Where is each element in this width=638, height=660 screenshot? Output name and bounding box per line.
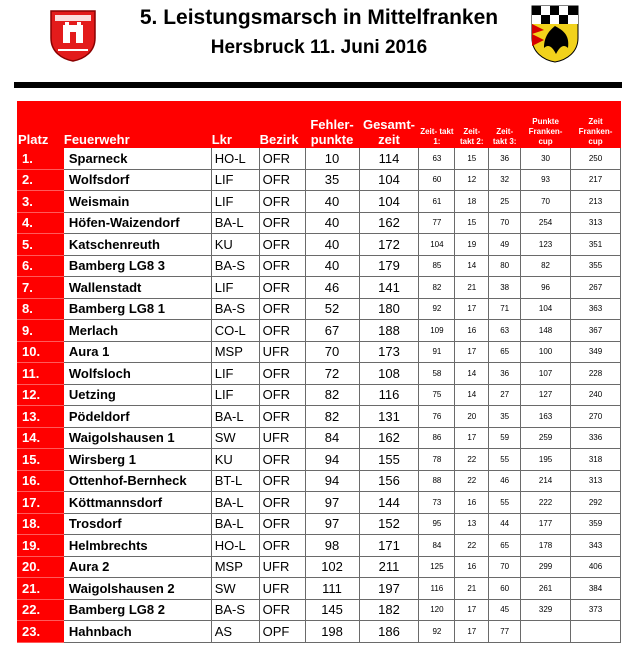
- table-row: [18, 578, 621, 600]
- zeittakt-1-cell: 104: [419, 234, 455, 256]
- header-feuerwehr: Feuerwehr: [63, 102, 211, 148]
- fehlerpunkte-cell: 52: [305, 298, 359, 320]
- feuerwehr-cell: Wirsberg 1: [63, 449, 211, 471]
- gesamtzeit-cell: 114: [359, 148, 419, 170]
- platz-cell: 20.: [18, 556, 64, 578]
- feuerwehr-cell: Wolfsloch: [63, 363, 211, 385]
- zeittakt-3-cell: 80: [489, 255, 521, 277]
- zeittakt-1-cell: 120: [419, 599, 455, 621]
- feuerwehr-cell: Pödeldorf: [63, 406, 211, 428]
- zeittakt-1-cell: 76: [419, 406, 455, 428]
- mittelfranken-coat-of-arms-icon: [530, 4, 580, 64]
- feuerwehr-cell: Sparneck: [63, 148, 211, 170]
- zeittakt-2-cell: 22: [455, 449, 489, 471]
- punkte-frankencup-cell: 123: [521, 234, 571, 256]
- lkr-cell: BA-L: [211, 513, 259, 535]
- fehlerpunkte-cell: 97: [305, 513, 359, 535]
- fehlerpunkte-cell: 40: [305, 234, 359, 256]
- zeittakt-3-cell: 55: [489, 449, 521, 471]
- fehlerpunkte-cell: 145: [305, 599, 359, 621]
- feuerwehr-cell: Uetzing: [63, 384, 211, 406]
- feuerwehr-cell: Waigolshausen 1: [63, 427, 211, 449]
- bezirk-cell: OFR: [259, 191, 305, 213]
- zeit-frankencup-cell: 349: [571, 341, 621, 363]
- lkr-cell: LIF: [211, 277, 259, 299]
- fehlerpunkte-cell: 72: [305, 363, 359, 385]
- bezirk-cell: OFR: [259, 255, 305, 277]
- bezirk-cell: UFR: [259, 427, 305, 449]
- zeit-frankencup-cell: 228: [571, 363, 621, 385]
- fehlerpunkte-cell: 82: [305, 384, 359, 406]
- platz-cell: 8.: [18, 298, 64, 320]
- gesamtzeit-cell: 162: [359, 427, 419, 449]
- bezirk-cell: OFR: [259, 513, 305, 535]
- platz-cell: 6.: [18, 255, 64, 277]
- table-row: [18, 191, 621, 213]
- zeit-frankencup-cell: 373: [571, 599, 621, 621]
- platz-cell: 18.: [18, 513, 64, 535]
- lkr-cell: BA-S: [211, 255, 259, 277]
- zeit-frankencup-cell: 313: [571, 470, 621, 492]
- table-row: [18, 212, 621, 234]
- zeit-frankencup-cell: 343: [571, 535, 621, 557]
- punkte-frankencup-cell: 70: [521, 191, 571, 213]
- zeittakt-3-cell: 38: [489, 277, 521, 299]
- header-zeittakt-3: Zeit- takt 3:: [489, 102, 521, 148]
- zeittakt-2-cell: 17: [455, 298, 489, 320]
- punkte-frankencup-cell: 127: [521, 384, 571, 406]
- bezirk-cell: UFR: [259, 556, 305, 578]
- table-row: [18, 255, 621, 277]
- platz-cell: 17.: [18, 492, 64, 514]
- header-zeittakt-1: Zeit- takt 1:: [419, 102, 455, 148]
- gesamtzeit-cell: 156: [359, 470, 419, 492]
- zeittakt-2-cell: 22: [455, 470, 489, 492]
- table-row: [18, 298, 621, 320]
- zeittakt-3-cell: 70: [489, 556, 521, 578]
- fehlerpunkte-cell: 98: [305, 535, 359, 557]
- bezirk-cell: OFR: [259, 169, 305, 191]
- platz-cell: 16.: [18, 470, 64, 492]
- zeittakt-1-cell: 77: [419, 212, 455, 234]
- zeittakt-3-cell: 44: [489, 513, 521, 535]
- page-title: 5. Leistungsmarsch in Mittelfranken: [139, 6, 499, 29]
- fehlerpunkte-cell: 40: [305, 255, 359, 277]
- lkr-cell: LIF: [211, 169, 259, 191]
- platz-cell: 4.: [18, 212, 64, 234]
- zeittakt-3-cell: 27: [489, 384, 521, 406]
- zeittakt-3-cell: 77: [489, 621, 521, 643]
- fehlerpunkte-cell: 94: [305, 449, 359, 471]
- feuerwehr-cell: Aura 2: [63, 556, 211, 578]
- platz-cell: 2.: [18, 169, 64, 191]
- platz-cell: 5.: [18, 234, 64, 256]
- zeittakt-1-cell: 92: [419, 298, 455, 320]
- zeittakt-2-cell: 16: [455, 492, 489, 514]
- platz-cell: 14.: [18, 427, 64, 449]
- zeittakt-2-cell: 20: [455, 406, 489, 428]
- platz-cell: 1.: [18, 148, 64, 170]
- gesamtzeit-cell: 197: [359, 578, 419, 600]
- zeittakt-3-cell: 59: [489, 427, 521, 449]
- zeittakt-2-cell: 14: [455, 384, 489, 406]
- zeit-frankencup-cell: 336: [571, 427, 621, 449]
- platz-cell: 22.: [18, 599, 64, 621]
- punkte-frankencup-cell: 82: [521, 255, 571, 277]
- punkte-frankencup-cell: 259: [521, 427, 571, 449]
- gesamtzeit-cell: 162: [359, 212, 419, 234]
- platz-cell: 9.: [18, 320, 64, 342]
- punkte-frankencup-cell: 30: [521, 148, 571, 170]
- table-row: [18, 277, 621, 299]
- fehlerpunkte-cell: 40: [305, 191, 359, 213]
- lkr-cell: BT-L: [211, 470, 259, 492]
- gesamtzeit-cell: 182: [359, 599, 419, 621]
- header-gesamtzeit: Gesamt- zeit: [359, 102, 419, 148]
- table-row: [18, 492, 621, 514]
- fehlerpunkte-cell: 102: [305, 556, 359, 578]
- punkte-frankencup-cell: 261: [521, 578, 571, 600]
- table-row: [18, 384, 621, 406]
- table-row: [18, 169, 621, 191]
- header-divider: [14, 82, 622, 88]
- gesamtzeit-cell: 141: [359, 277, 419, 299]
- zeit-frankencup-cell: 351: [571, 234, 621, 256]
- punkte-frankencup-cell: 214: [521, 470, 571, 492]
- zeittakt-2-cell: 15: [455, 212, 489, 234]
- lkr-cell: MSP: [211, 556, 259, 578]
- bezirk-cell: UFR: [259, 578, 305, 600]
- gesamtzeit-cell: 131: [359, 406, 419, 428]
- platz-cell: 3.: [18, 191, 64, 213]
- header-bezirk: Bezirk: [259, 102, 305, 148]
- zeittakt-1-cell: 75: [419, 384, 455, 406]
- platz-cell: 11.: [18, 363, 64, 385]
- fehlerpunkte-cell: 40: [305, 212, 359, 234]
- bezirk-cell: OPF: [259, 621, 305, 643]
- zeit-frankencup-cell: 406: [571, 556, 621, 578]
- feuerwehr-cell: Merlach: [63, 320, 211, 342]
- bezirk-cell: OFR: [259, 599, 305, 621]
- gesamtzeit-cell: 152: [359, 513, 419, 535]
- lkr-cell: BA-S: [211, 599, 259, 621]
- gesamtzeit-cell: 180: [359, 298, 419, 320]
- zeittakt-1-cell: 78: [419, 449, 455, 471]
- bezirk-cell: OFR: [259, 234, 305, 256]
- platz-cell: 7.: [18, 277, 64, 299]
- punkte-frankencup-cell: 195: [521, 449, 571, 471]
- zeittakt-2-cell: 15: [455, 148, 489, 170]
- lkr-cell: BA-S: [211, 298, 259, 320]
- bezirk-cell: OFR: [259, 363, 305, 385]
- feuerwehr-cell: Helmbrechts: [63, 535, 211, 557]
- punkte-frankencup-cell: 93: [521, 169, 571, 191]
- zeittakt-3-cell: 45: [489, 599, 521, 621]
- zeittakt-3-cell: 49: [489, 234, 521, 256]
- feuerwehr-cell: Wolfsdorf: [63, 169, 211, 191]
- bezirk-cell: OFR: [259, 492, 305, 514]
- lkr-cell: LIF: [211, 384, 259, 406]
- results-table: [17, 101, 621, 643]
- zeittakt-3-cell: 36: [489, 148, 521, 170]
- zeittakt-1-cell: 63: [419, 148, 455, 170]
- lkr-cell: KU: [211, 234, 259, 256]
- zeittakt-3-cell: 65: [489, 535, 521, 557]
- header-lkr: Lkr: [211, 102, 259, 148]
- punkte-frankencup-cell: 96: [521, 277, 571, 299]
- platz-cell: 19.: [18, 535, 64, 557]
- zeittakt-2-cell: 17: [455, 427, 489, 449]
- zeittakt-1-cell: 61: [419, 191, 455, 213]
- zeittakt-3-cell: 36: [489, 363, 521, 385]
- punkte-frankencup-cell: 148: [521, 320, 571, 342]
- bezirk-cell: UFR: [259, 341, 305, 363]
- bezirk-cell: OFR: [259, 449, 305, 471]
- zeittakt-3-cell: 32: [489, 169, 521, 191]
- fehlerpunkte-cell: 82: [305, 406, 359, 428]
- zeittakt-1-cell: 91: [419, 341, 455, 363]
- header-zeit-frankencup: Zeit Franken- cup: [571, 102, 621, 148]
- platz-cell: 12.: [18, 384, 64, 406]
- fehlerpunkte-cell: 111: [305, 578, 359, 600]
- zeittakt-2-cell: 22: [455, 535, 489, 557]
- zeittakt-1-cell: 60: [419, 169, 455, 191]
- table-row: [18, 513, 621, 535]
- lkr-cell: CO-L: [211, 320, 259, 342]
- zeittakt-3-cell: 71: [489, 298, 521, 320]
- gesamtzeit-cell: 173: [359, 341, 419, 363]
- gesamtzeit-cell: 171: [359, 535, 419, 557]
- punkte-frankencup-cell: 100: [521, 341, 571, 363]
- zeittakt-2-cell: 21: [455, 277, 489, 299]
- zeit-frankencup-cell: 367: [571, 320, 621, 342]
- feuerwehr-cell: Ottenhof-Bernheck: [63, 470, 211, 492]
- fehlerpunkte-cell: 94: [305, 470, 359, 492]
- zeittakt-1-cell: 95: [419, 513, 455, 535]
- zeittakt-2-cell: 14: [455, 255, 489, 277]
- lkr-cell: SW: [211, 578, 259, 600]
- feuerwehr-cell: Weismain: [63, 191, 211, 213]
- zeittakt-3-cell: 25: [489, 191, 521, 213]
- zeittakt-1-cell: 125: [419, 556, 455, 578]
- zeit-frankencup-cell: 292: [571, 492, 621, 514]
- feuerwehr-cell: Katschenreuth: [63, 234, 211, 256]
- table-header-row: [18, 102, 621, 148]
- bezirk-cell: OFR: [259, 535, 305, 557]
- zeittakt-2-cell: 21: [455, 578, 489, 600]
- lkr-cell: SW: [211, 427, 259, 449]
- zeit-frankencup-cell: 217: [571, 169, 621, 191]
- lkr-cell: HO-L: [211, 535, 259, 557]
- lkr-cell: LIF: [211, 191, 259, 213]
- punkte-frankencup-cell: [521, 621, 571, 643]
- header-zeittakt-2: Zeit- takt 2:: [455, 102, 489, 148]
- bezirk-cell: OFR: [259, 384, 305, 406]
- fehlerpunkte-cell: 10: [305, 148, 359, 170]
- fehlerpunkte-cell: 67: [305, 320, 359, 342]
- gesamtzeit-cell: 172: [359, 234, 419, 256]
- fehlerpunkte-cell: 198: [305, 621, 359, 643]
- lkr-cell: HO-L: [211, 148, 259, 170]
- zeit-frankencup-cell: 240: [571, 384, 621, 406]
- zeittakt-2-cell: 16: [455, 556, 489, 578]
- punkte-frankencup-cell: 178: [521, 535, 571, 557]
- gesamtzeit-cell: 104: [359, 191, 419, 213]
- feuerwehr-cell: Waigolshausen 2: [63, 578, 211, 600]
- table-row: [18, 148, 621, 170]
- gesamtzeit-cell: 155: [359, 449, 419, 471]
- feuerwehr-cell: Köttmannsdorf: [63, 492, 211, 514]
- zeit-frankencup-cell: 359: [571, 513, 621, 535]
- bezirk-cell: OFR: [259, 470, 305, 492]
- table-row: [18, 406, 621, 428]
- gesamtzeit-cell: 144: [359, 492, 419, 514]
- zeit-frankencup-cell: 267: [571, 277, 621, 299]
- punkte-frankencup-cell: 329: [521, 599, 571, 621]
- zeit-frankencup-cell: 355: [571, 255, 621, 277]
- punkte-frankencup-cell: 107: [521, 363, 571, 385]
- punkte-frankencup-cell: 163: [521, 406, 571, 428]
- feuerwehr-cell: Bamberg LG8 1: [63, 298, 211, 320]
- platz-cell: 23.: [18, 621, 64, 643]
- platz-cell: 13.: [18, 406, 64, 428]
- table-row: [18, 341, 621, 363]
- zeit-frankencup-cell: 384: [571, 578, 621, 600]
- zeittakt-1-cell: 86: [419, 427, 455, 449]
- feuerwehr-cell: Wallenstadt: [63, 277, 211, 299]
- fehlerpunkte-cell: 35: [305, 169, 359, 191]
- table-row: [18, 556, 621, 578]
- zeittakt-3-cell: 35: [489, 406, 521, 428]
- zeittakt-2-cell: 17: [455, 621, 489, 643]
- lkr-cell: BA-L: [211, 212, 259, 234]
- punkte-frankencup-cell: 222: [521, 492, 571, 514]
- zeittakt-1-cell: 84: [419, 535, 455, 557]
- zeittakt-3-cell: 65: [489, 341, 521, 363]
- platz-cell: 21.: [18, 578, 64, 600]
- lkr-cell: KU: [211, 449, 259, 471]
- zeittakt-1-cell: 58: [419, 363, 455, 385]
- table-row: [18, 427, 621, 449]
- gesamtzeit-cell: 116: [359, 384, 419, 406]
- gesamtzeit-cell: 186: [359, 621, 419, 643]
- zeittakt-2-cell: 19: [455, 234, 489, 256]
- zeittakt-1-cell: 82: [419, 277, 455, 299]
- punkte-frankencup-cell: 299: [521, 556, 571, 578]
- zeittakt-2-cell: 14: [455, 363, 489, 385]
- zeit-frankencup-cell: 250: [571, 148, 621, 170]
- punkte-frankencup-cell: 177: [521, 513, 571, 535]
- lkr-cell: BA-L: [211, 492, 259, 514]
- bezirk-cell: OFR: [259, 148, 305, 170]
- lkr-cell: AS: [211, 621, 259, 643]
- feuerwehr-cell: Bamberg LG8 3: [63, 255, 211, 277]
- fehlerpunkte-cell: 70: [305, 341, 359, 363]
- zeittakt-1-cell: 116: [419, 578, 455, 600]
- zeit-frankencup-cell: 318: [571, 449, 621, 471]
- zeittakt-1-cell: 109: [419, 320, 455, 342]
- document-header: [0, 0, 638, 92]
- zeittakt-2-cell: 16: [455, 320, 489, 342]
- punkte-frankencup-cell: 104: [521, 298, 571, 320]
- zeittakt-2-cell: 17: [455, 599, 489, 621]
- bezirk-cell: OFR: [259, 298, 305, 320]
- zeit-frankencup-cell: 363: [571, 298, 621, 320]
- feuerwehr-cell: Höfen-Waizendorf: [63, 212, 211, 234]
- fehlerpunkte-cell: 84: [305, 427, 359, 449]
- zeittakt-2-cell: 13: [455, 513, 489, 535]
- table-row: [18, 363, 621, 385]
- zeit-frankencup-cell: 313: [571, 212, 621, 234]
- zeittakt-3-cell: 60: [489, 578, 521, 600]
- punkte-frankencup-cell: 254: [521, 212, 571, 234]
- fehlerpunkte-cell: 97: [305, 492, 359, 514]
- zeittakt-2-cell: 12: [455, 169, 489, 191]
- zeittakt-3-cell: 70: [489, 212, 521, 234]
- lkr-cell: LIF: [211, 363, 259, 385]
- table-row: [18, 470, 621, 492]
- table-row: [18, 234, 621, 256]
- zeit-frankencup-cell: 270: [571, 406, 621, 428]
- table-row: [18, 320, 621, 342]
- platz-cell: 15.: [18, 449, 64, 471]
- gesamtzeit-cell: 211: [359, 556, 419, 578]
- zeittakt-3-cell: 63: [489, 320, 521, 342]
- zeittakt-2-cell: 17: [455, 341, 489, 363]
- feuerwehr-cell: Aura 1: [63, 341, 211, 363]
- fehlerpunkte-cell: 46: [305, 277, 359, 299]
- zeittakt-3-cell: 55: [489, 492, 521, 514]
- gesamtzeit-cell: 108: [359, 363, 419, 385]
- bezirk-cell: OFR: [259, 406, 305, 428]
- bezirk-cell: OFR: [259, 320, 305, 342]
- table-row: [18, 535, 621, 557]
- platz-cell: 10.: [18, 341, 64, 363]
- bezirk-cell: OFR: [259, 212, 305, 234]
- table-row: [18, 621, 621, 643]
- feuerwehr-cell: Trosdorf: [63, 513, 211, 535]
- bezirk-cell: OFR: [259, 277, 305, 299]
- zeittakt-1-cell: 85: [419, 255, 455, 277]
- zeittakt-1-cell: 92: [419, 621, 455, 643]
- header-fehlerpunkte: Fehler- punkte: [305, 102, 359, 148]
- header-platz: Platz: [18, 102, 64, 148]
- header-punkte-frankencup: Punkte Franken- cup: [521, 102, 571, 148]
- gesamtzeit-cell: 104: [359, 169, 419, 191]
- gesamtzeit-cell: 188: [359, 320, 419, 342]
- lkr-cell: MSP: [211, 341, 259, 363]
- zeittakt-1-cell: 88: [419, 470, 455, 492]
- feuerwehr-cell: Hahnbach: [63, 621, 211, 643]
- lkr-cell: BA-L: [211, 406, 259, 428]
- zeit-frankencup-cell: [571, 621, 621, 643]
- page-subtitle: Hersbruck 11. Juni 2016: [210, 37, 428, 58]
- table-row: [18, 599, 621, 621]
- zeittakt-3-cell: 46: [489, 470, 521, 492]
- zeittakt-2-cell: 18: [455, 191, 489, 213]
- zeit-frankencup-cell: 213: [571, 191, 621, 213]
- feuerwehr-cell: Bamberg LG8 2: [63, 599, 211, 621]
- gesamtzeit-cell: 179: [359, 255, 419, 277]
- table-row: [18, 449, 621, 471]
- zeittakt-1-cell: 73: [419, 492, 455, 514]
